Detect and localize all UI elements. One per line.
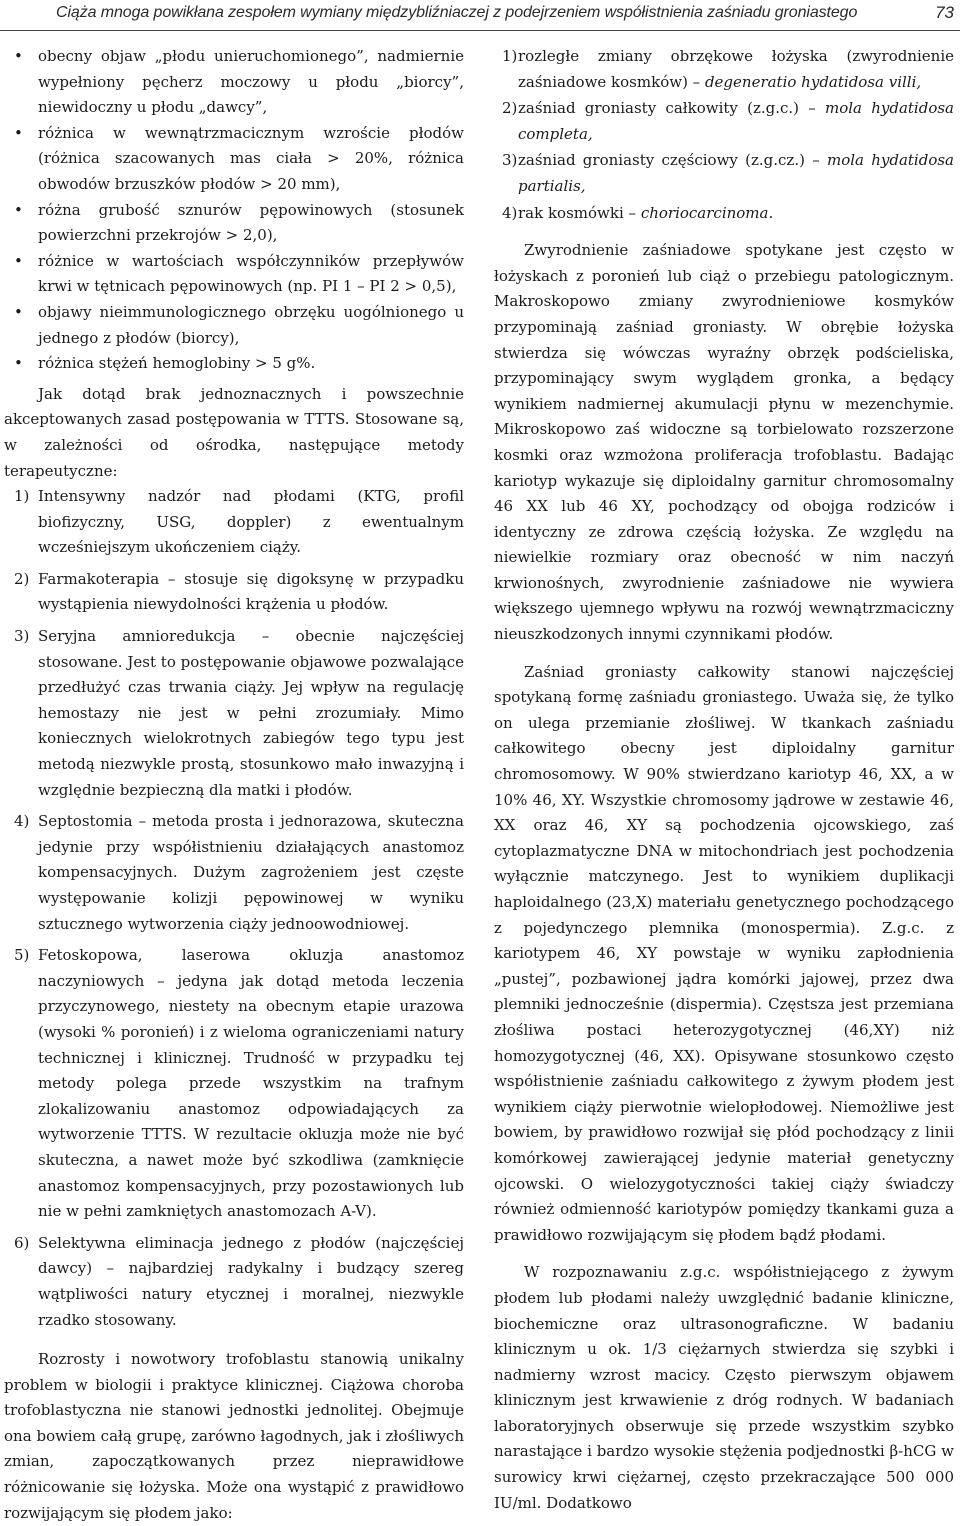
diagnostic-criteria-list [4, 44, 464, 377]
latin-term: mola hydatidosa completa, [518, 99, 955, 143]
item-number: 3) [14, 627, 30, 646]
right-column [494, 44, 954, 1516]
item-text: Farmakoterapia – stosuje się digoksynę w przypadku wystąpienia niewydolności krążenia u płodów. [38, 569, 464, 614]
item-number: 5) [14, 946, 30, 965]
list-item: • różnica stężeń hemoglobiny > 5 g%. [4, 351, 464, 377]
therapy-methods-list [4, 484, 464, 1333]
item-text: rak kosmówki – [518, 203, 641, 222]
item-number: 4) [502, 203, 518, 222]
trophoblast-paragraph: Rozrosty i nowotwory trofoblastu stanowią unikalny problem w biologii i praktyce klinicznej. Ciążowa choroba trofoblastyczna nie stanowi jednostki jednolitej. Obejmuje ona bowiem całą grupę, zarówno łagodnych, jak i złośliwych zmian, zapoczątkowanych przez nieprawidłowe różnicowanie się łożyska. Może ona wystąpić z prawidłowo rozwijającym się płodem jako: [4, 1350, 464, 1522]
latin-term: mola hydatidosa partialis, [518, 151, 954, 195]
list-item: • różnica w wewnątrzmacicznym wzroście płodów (różnica szacowanych mas ciała > 20%, różnica obwodów brzuszków płodów > 20 mm), [4, 121, 464, 198]
latin-term: degeneratio hydatidosa villi, [704, 72, 922, 91]
trophoblast-types-list [494, 44, 954, 226]
page-number: 73 [935, 3, 954, 22]
item-number: 1) [502, 47, 518, 65]
item-text: Fetoskopowa, laserowa okluzja anastomoz naczyniowych – jedyna jak dotąd metoda leczenia przyczynowego, niestety na obecnym etapie urazowa (wysoki % poronień) i z wieloma ograniczeniami natury technicznej i klinicznej. Trudność w przypadku tej metody polega przede wszystkim na trafnym zlokalizowaniu anastomoz odpowiadających za wytworzenie TTTS. W rezultacie okluzja może nie być skuteczna, a nawet może być szkodliwa (zamknięcie anastomoz kompensacyjnych, przy pozostawionych lub nie w pełni zamkniętych anastomozach A-V). [38, 946, 464, 1221]
item-text: Intensywny nadzór nad płodami (KTG, profil biofizyczny, USG, doppler) z ewentualnym wcześniejszym ukończeniem ciąży. [38, 487, 464, 557]
item-text: Selektywna eliminacja jednego z płodów (najczęściej dawcy) – najbardziej radykalny i budzący szereg wątpliwości natury etycznej i moralnej, niezwykle rzadko stosowany. [38, 1233, 464, 1329]
list-item [4, 943, 464, 1225]
list-item [494, 201, 954, 227]
item-text: zaśniad groniasty całkowity (z.g.c.) – [518, 99, 825, 118]
item-number: 1) [14, 487, 30, 506]
item-number: 2) [14, 569, 30, 588]
item-number: 3) [502, 151, 518, 170]
item-text: Seryjna amnioredukcja – obecnie najczęściej stosowane. Jest to postępowanie objawowe pozwalające przedłużyć czas trwania ciąży. Jej wpływ na regulację hemostazy nie jest w pełni zrozumiały. Mimo koniecznych wielokrotnych zabiegów tego typu jest metodą niezwykle prostą, stosunkowo mało inwazyjną i względnie bezpieczną dla matki i płodów. [38, 627, 464, 799]
item-text: rozległe zmiany obrzękowe łożyska (zwyrodnienie zaśniadowe kosmków) – [518, 47, 954, 91]
latin-term: choriocarcinoma. [640, 203, 774, 222]
diagnosis-paragraph: W rozpoznawaniu z.g.c. współistniejącego z żywym płodem lub płodami należy uwzględnić badanie kliniczne, biochemiczne oraz ultrasonograficzne. W badaniu klinicznym u ok. 1/3 ciężarnych stwierdza się szybki i nadmierny wzrost macicy. Często pierwszym objawem klinicznym jest krwawienie z dróg rodnych. W badaniach laboratoryjnych obserwuje się przede wszystkim szybko narastające i bardzo wysokie stężenia podjednostki β-hCG w surowicy krwi ciężarnej, często przekraczające 500 000 IU/ml. Dodatkowo [494, 1263, 954, 1512]
list-item [494, 96, 954, 147]
list-item: • różnice w wartościach współczynników przepływów krwi w tętnicach pępowinowych (np. PI 1 – PI 2 > 0,5), [4, 249, 464, 300]
running-header [0, 0, 960, 31]
list-item: • obecny objaw „płodu unieruchomionego”, nadmiernie wypełniony pęcherz moczowy u płodu „biorcy”, niewidoczny u płodu „dawcy”, [4, 44, 464, 121]
list-item: • różna grubość sznurów pępowinowych (stosunek powierzchni przekrojów > 2,0), [4, 198, 464, 249]
item-text: zaśniad groniasty częściowy (z.g.cz.) – [518, 151, 827, 170]
therapy-intro-paragraph: Jak dotąd brak jednoznacznych i powszechnie akceptowanych zasad postępowania w TTTS. Stosowane są, w zależności od ośrodka, następujące metody terapeutyczne: [4, 384, 464, 480]
list-item: • objawy nieimmunologicznego obrzęku uogólnionego u jednego z płodów (biorcy), [4, 300, 464, 351]
complete-mole-paragraph: Zaśniad groniasty całkowity stanowi najczęściej spotykaną formę zaśniadu groniastego. Uważa się, że tylko on ulega przemianie złośliwej. W tkankach zaśniadu całkowitego obecny jest diploidalny garnitur chromosomowy. W 90% stwierdzano kariotyp 46, XX, a w 10% 46, XY. Wszystkie chromosomy jądrowe w zestawie 46, XX oraz 46, XY są pochodzenia ojcowskiego, zaś cytoplazmatyczne DNA w mitochondriach jest pochodzenia wyłącznie matczynego. Jest to wynikiem duplikacji haploidalnego (23,X) materiału genetycznego pochodzącego z pojedynczego plemnika (monospermia). Z.g.c. z kariotypem 46, XY powstaje w wyniku zapłodnienia „pustej”, pozbawionej jądra komórki jajowej, przez dwa plemniki jednocześnie (dispermia). Częstsza jest przemiana złośliwa postaci heterozygotycznej (46,XY) niż homozygotycznej (46, XX). Opisywane stosunkowo często współistnienie zaśniadu całkowitego z żywym płodem jest wynikiem ciąży pierwotnie wielopłodowej. Niemożliwe jest bowiem, by prawidłowo rozwijał się płód pochodzący z linii komórkowej zawierającej jedynie materiał genetyczny ojcowski. O wielozygotyczności takiej ciąży świadczy również odmienność kariotypów pomiędzy tkankami guza a prawidłowo rozwijającym się płodem bądź płodami. [494, 662, 954, 1244]
item-number: 2) [502, 99, 518, 118]
item-number: 6) [14, 1233, 30, 1252]
item-number: 4) [14, 812, 30, 831]
degeneration-paragraph: Zwyrodnienie zaśniadowe spotykane jest często w łożyskach z poronień lub ciąż o przebiegu patologicznym. Makroskopowo zmiany zwyrodnieniowe kosmyków przypominają zaśniad groniasty. W obrębie łożyska stwierdza się wówczas wyraźny obrzęk podścieliska, przypominający swym wyglądem gronka, a będący wynikiem nadmiernej akumulacji płynu w mezenchymie. Mikroskopowo zaś widoczne są torbielowato rozszerzone kosmki oraz wzmożona proliferacja trofoblastu. Badając kariotyp wykazuje się diploidalny garnitur chromosomalny 46 XX lub 46 XY, pochodzący od obojga rodziców i identyczny ze zdrowa częścią łożyska. Ze względu na niewielkie rozmiary oraz obecność w nim naczyń krwionośnych, zwyrodnienie zaśniadowe nie wywiera większego ujemnego wpływu na rozwój wewnątrzmaciczny nieuszkodzonych innymi czynnikami płodów. [494, 241, 954, 644]
list-item [494, 148, 954, 199]
list-item [4, 567, 464, 618]
list-item [494, 44, 954, 95]
list-item [4, 484, 464, 561]
list-item [4, 624, 464, 803]
item-text: Septostomia – metoda prosta i jednorazowa, skuteczna jedynie przy współistnieniu działających anastomoz kompensacyjnych. Dużym zagrożeniem jest częste występowanie kolizji pępowinowej w wyniku sztucznego wytworzenia ciąży jednoowodniowej. [38, 812, 464, 933]
list-item [4, 1231, 464, 1333]
left-column [4, 44, 464, 1526]
list-item [4, 809, 464, 937]
running-title: Ciąża mnoga powikłana zespołem wymiany międzybliźniaczej z podejrzeniem współistnienia zaśniadu groniastego [56, 4, 858, 21]
